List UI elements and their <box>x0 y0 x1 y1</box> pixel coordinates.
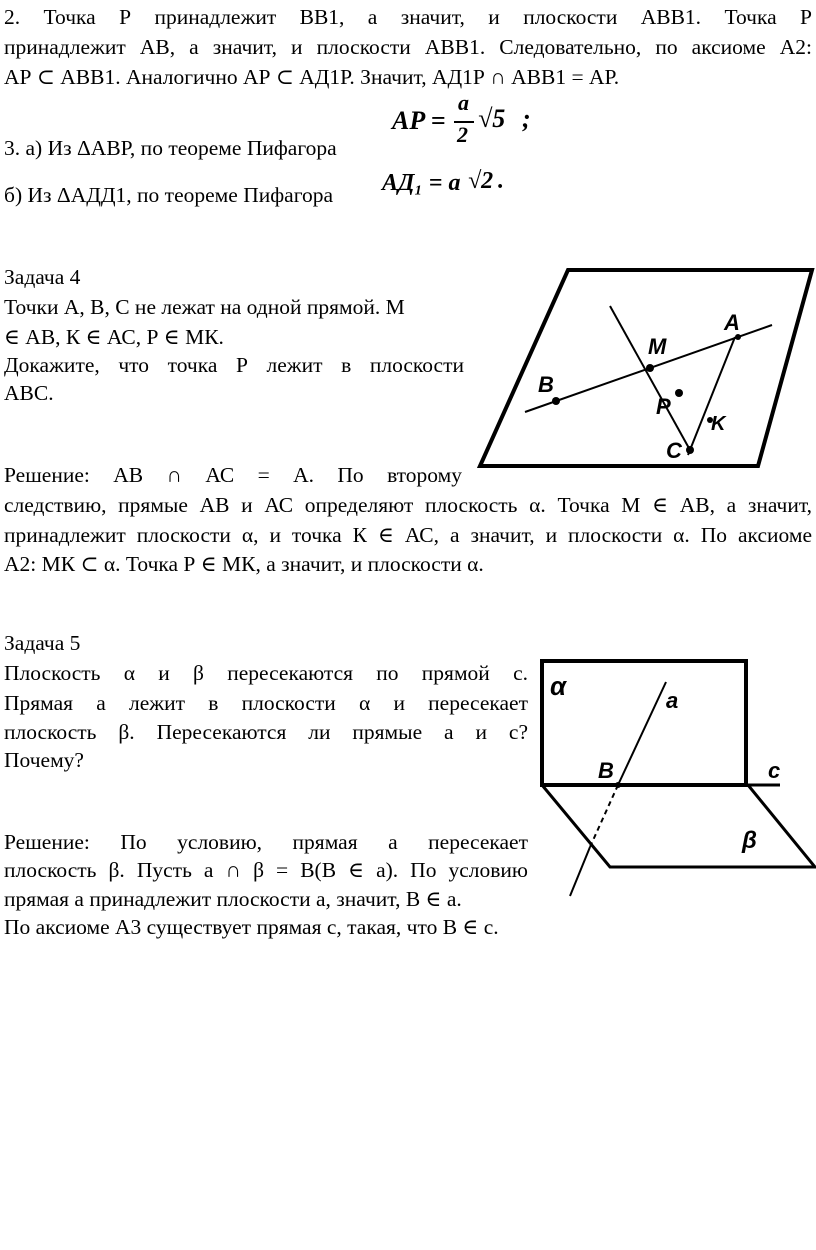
label-a: A <box>724 310 740 335</box>
task4-sol-3: принадлежит плоскости α, и точка К ∈ АС, а значит, и плоскости α. По аксиоме <box>4 523 812 547</box>
label-b: B <box>538 372 554 397</box>
point-p <box>675 389 683 397</box>
task5-sol-4: По аксиоме А3 существует прямая с, такая, что В ∈ с. <box>4 915 499 939</box>
task4-sol-1: Решение: АВ ∩ АС = А. По второму <box>4 463 462 487</box>
task5-cond-2: Прямая а лежит в плоскости α и пересекает <box>4 691 528 715</box>
task5-figure <box>530 650 816 910</box>
task5-sol-1: Решение: По условию, прямая а пересекает <box>4 830 528 854</box>
task5-cond-4: Почему? <box>4 748 84 772</box>
point-m <box>646 364 654 372</box>
label-m: M <box>648 334 667 359</box>
label-k: K <box>711 413 726 435</box>
label-p: P <box>656 394 671 419</box>
formula-ap-lhs: AP = <box>392 106 446 135</box>
formula-ad1-root: √2 <box>468 168 494 194</box>
formula-ad1 <box>382 168 522 208</box>
formula-ap-end: ; <box>522 104 531 133</box>
p3-a-text: 3. а) Из ΔАВР, по теореме Пифагора <box>4 136 337 160</box>
p2-line-3: АР ⊂ АВВ1. Аналогично АР ⊂ АД1Р. Значит, АД1Р ∩ АВВ1 = АР. <box>4 65 620 89</box>
task4-title: Задача 4 <box>4 265 81 289</box>
formula-ap <box>392 92 542 152</box>
label-b: B <box>598 758 614 783</box>
task5-sol-3: прямая а принадлежит плоскости а, значит, В ∈ а. <box>4 887 462 911</box>
line-a-dashed <box>590 785 618 847</box>
task5-title: Задача 5 <box>4 631 81 655</box>
task5-cond-1: Плоскость α и β пересекаются по прямой с. <box>4 661 528 685</box>
point-c <box>686 446 694 454</box>
label-c: C <box>666 438 682 463</box>
plane-beta <box>542 785 815 867</box>
task5-sol-2: плоскость β. Пусть а ∩ β = В(В ∈ а). По условию <box>4 858 528 882</box>
task5-cond-3: плоскость β. Пересекаются ли прямые а и с? <box>4 720 528 744</box>
label-alpha: α <box>550 671 567 701</box>
task4-cond-4: АВС. <box>4 381 54 405</box>
formula-ad1-end: . <box>498 168 504 194</box>
point-b <box>552 397 560 405</box>
formula-ad1-lhs: AД₁ = a <box>382 170 461 196</box>
line-a-upper <box>618 682 666 785</box>
task4-sol-4: А2: МК ⊂ α. Точка Р ∈ МК, а значит, и плоскости α. <box>4 552 484 576</box>
formula-ap-num: a <box>458 90 469 115</box>
p2-line-1: 2. Точка Р принадлежит ВВ1, а значит, и плоскости АВВ1. Точка Р <box>4 5 812 29</box>
p3-b-text: б) Из ΔАДД1, по теореме Пифагора <box>4 183 334 207</box>
p2-line-2: принадлежит АВ, а значит, и плоскости АВВ1. Следовательно, по аксиоме А2: <box>4 35 812 59</box>
plane-alpha <box>542 661 746 785</box>
task4-cond-3: Докажите, что точка Р лежит в плоскости <box>4 353 464 377</box>
line-mk <box>688 337 735 455</box>
label-a: a <box>666 688 679 713</box>
formula-ap-den: 2 <box>457 122 468 147</box>
point-b <box>615 782 621 788</box>
label-beta: β <box>742 827 757 854</box>
task4-cond-1: Точки А, В, С не лежат на одной прямой. М <box>4 295 405 319</box>
task4-figure <box>470 262 816 474</box>
task4-cond-2: ∈ АВ, К ∈ АС, Р ∈ МК. <box>4 325 224 349</box>
formula-ap-root: √5 <box>478 104 506 133</box>
task4-sol-2: следствию, прямые АВ и АС определяют плоскость α. Точка М ∈ АВ, а значит, <box>4 493 812 517</box>
label-c: c <box>768 758 781 783</box>
line-a-lower <box>570 847 590 896</box>
